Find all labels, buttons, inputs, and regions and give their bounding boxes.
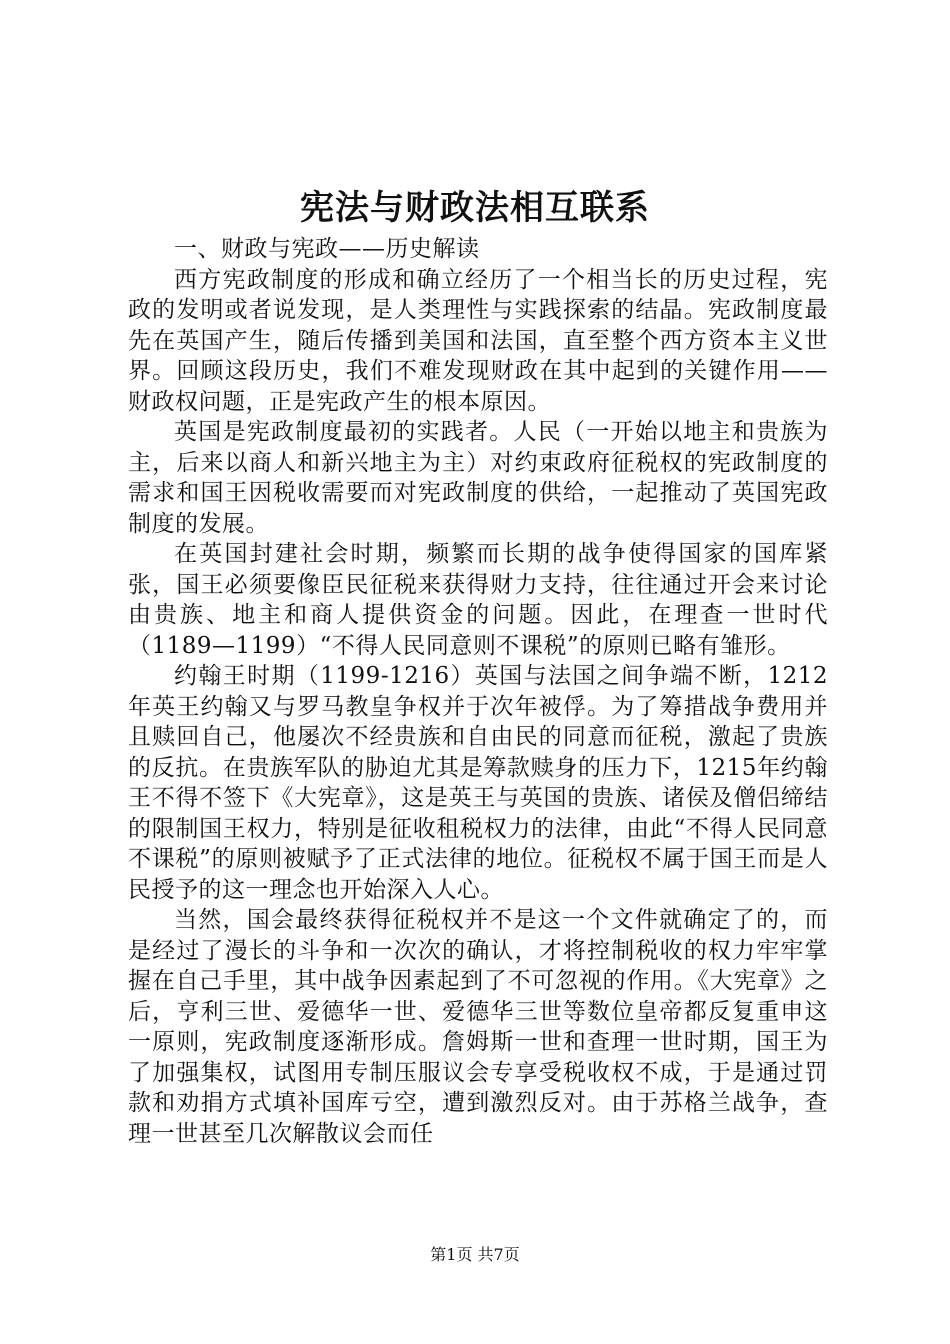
page-number-footer: 第1页 共7页 [430, 1245, 520, 1264]
body-paragraph: 在英国封建社会时期，频繁而长期的战争使得国家的国库紧张，国王必须要像臣民征税来获得财力支持，往往通过开会来讨论由贵族、地主和商人提供资金的问题。因此，在理查一世时代（1189—1199）“不得人民同意则不课税”的原则已略有雏形。 [128, 541, 828, 659]
body-paragraph: 西方宪政制度的形成和确立经历了一个相当长的历史过程，宪政的发明或者说发现，是人类理性与实践探索的结晶。宪政制度最先在英国产生，随后传播到美国和法国，直至整个西方资本主义世界。回顾这段历史，我们不难发现财政在其中起到的关键作用——财政权问题，正是宪政产生的根本原因。 [128, 266, 828, 415]
body-paragraph: 约翰王时期（1199-1216）英国与法国之间争端不断，1212年英王约翰又与罗马教皇争权并于次年被俘。为了筹措战争费用并且赎回自己，他屡次不经贵族和自由民的同意而征税，激起了贵族的反抗。在贵族军队的胁迫尤其是筹款赎身的压力下，1215年约翰王不得不签下《大宪章》，这是英王与英国的贵族、诸侯及僧侣缔结的限制国王权力，特别是征收租税权力的法律，由此“不得人民同意不课税”的原则被赋予了正式法律的地位。征税权不属于国王而是人民授予的这一理念也开始深入人心。 [128, 663, 828, 903]
body-paragraph: 当然，国会最终获得征税权并不是这一个文件就确定了的，而是经过了漫长的斗争和一次次的确认，才将控制税收的权力牢牢掌握在自己手里，其中战争因素起到了不可忽视的作用。《大宪章》之后，亨利三世、爱德华一世、爱德华三世等数位皇帝都反复重申这一原则，宪政制度逐渐形成。詹姆斯一世和查理一世时期，国王为了加强集权，试图用专制压服议会专享受税收权不成，于是通过罚款和劝捐方式填补国库亏空，遭到激烈反对。由于苏格兰战争，查理一世甚至几次解散议会而任 [128, 907, 828, 1147]
document-body [128, 234, 828, 1149]
section-heading: 一、财政与宪政——历史解读 [174, 236, 480, 262]
document-title: 宪法与财政法相互联系 [300, 188, 650, 228]
body-paragraph: 英国是宪政制度最初的实践者。人民（一开始以地主和贵族为主，后来以商人和新兴地主为主）对约束政府征税权的宪政制度的需求和国王因税收需要而对宪政制度的供给，一起推动了英国宪政制度的发展。 [128, 419, 828, 537]
